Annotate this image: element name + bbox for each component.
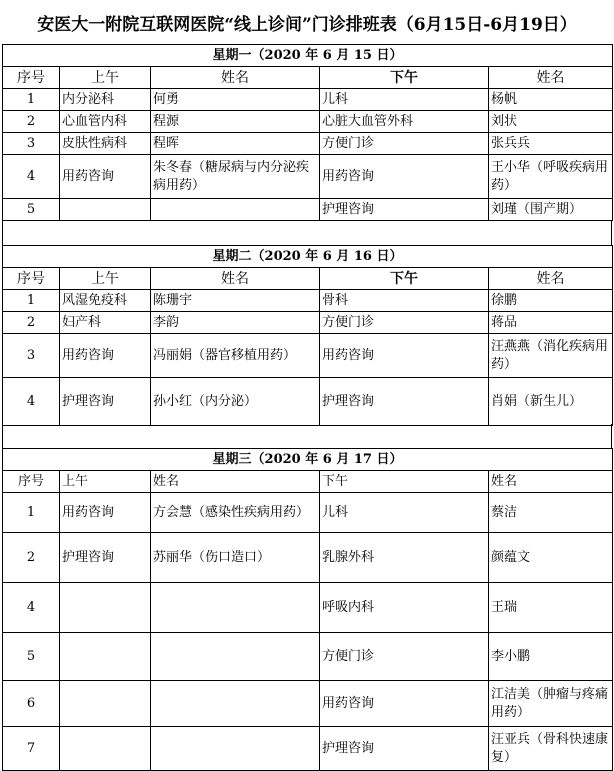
table-row: [3, 583, 613, 633]
schedule-table-day1: [2, 44, 613, 221]
pm-dept-cell: 方便门诊: [320, 312, 489, 334]
pm-name-cell: 杨帆: [489, 89, 613, 111]
schedule-table-day2: [2, 245, 613, 426]
pm-dept-cell: 方便门诊: [320, 633, 489, 681]
header-seq: 序号: [3, 67, 60, 89]
seq-cell: 7: [3, 727, 60, 771]
am-name-cell: 朱冬春（糖尿病与内分泌疾病用药）: [151, 155, 320, 199]
pm-dept-cell: 心脏大血管外科: [320, 111, 489, 133]
table-row: [3, 111, 613, 133]
seq-cell: 4: [3, 583, 60, 633]
header-pm: 下午: [320, 471, 489, 493]
seq-cell: 3: [3, 334, 60, 378]
am-name-cell: 程源: [151, 111, 320, 133]
schedule-table-day3: [2, 448, 613, 771]
am-dept-cell: 皮肤性病科: [60, 133, 151, 155]
pm-dept-cell: 护理咨询: [320, 727, 489, 771]
pm-name-cell: 徐鹏: [489, 290, 613, 312]
pm-name-cell: 颜蕴文: [489, 533, 613, 583]
seq-cell: 5: [3, 199, 60, 221]
am-dept-cell: 用药咨询: [60, 493, 151, 533]
am-name-cell: 方会慧（感染性疾病用药）: [151, 493, 320, 533]
pm-dept-cell: 儿科: [320, 493, 489, 533]
header-am-name: 姓名: [151, 268, 320, 290]
pm-dept-cell: 呼吸内科: [320, 583, 489, 633]
table-row: [3, 334, 613, 378]
seq-cell: 2: [3, 312, 60, 334]
day-heading: 星期一（2020 年 6 月 15 日）: [3, 45, 613, 67]
pm-dept-cell: 用药咨询: [320, 155, 489, 199]
am-name-cell: [151, 583, 320, 633]
section-gap: [2, 221, 612, 246]
am-name-cell: 苏丽华（伤口造口）: [151, 533, 320, 583]
am-name-cell: 孙小红（内分泌）: [151, 378, 320, 426]
table-row: [3, 290, 613, 312]
am-name-cell: [151, 681, 320, 727]
am-name-cell: 冯丽娟（器官移植用药）: [151, 334, 320, 378]
pm-name-cell: 蔡洁: [489, 493, 613, 533]
pm-name-cell: 汪亚兵（骨科快速康复）: [489, 727, 613, 771]
pm-dept-cell: 方便门诊: [320, 133, 489, 155]
pm-name-cell: 刘状: [489, 111, 613, 133]
day-heading: 星期二（2020 年 6 月 16 日）: [3, 246, 613, 268]
seq-cell: 3: [3, 133, 60, 155]
table-row: [3, 89, 613, 111]
header-am-name: 姓名: [151, 471, 320, 493]
am-dept-cell: 用药咨询: [60, 334, 151, 378]
seq-cell: 6: [3, 681, 60, 727]
am-name-cell: 何勇: [151, 89, 320, 111]
seq-cell: 5: [3, 633, 60, 681]
am-name-cell: [151, 633, 320, 681]
seq-cell: 4: [3, 378, 60, 426]
header-seq: 序号: [3, 268, 60, 290]
am-dept-cell: 风湿免疫科: [60, 290, 151, 312]
seq-cell: 1: [3, 89, 60, 111]
pm-dept-cell: 乳腺外科: [320, 533, 489, 583]
am-dept-cell: [60, 583, 151, 633]
am-name-cell: [151, 199, 320, 221]
pm-name-cell: 江洁美（肿瘤与疼痛用药）: [489, 681, 613, 727]
pm-name-cell: 王瑞: [489, 583, 613, 633]
header-pm-name: 姓名: [489, 268, 613, 290]
pm-dept-cell: 护理咨询: [320, 378, 489, 426]
table-row: [3, 312, 613, 334]
header-am: 上午: [60, 471, 151, 493]
am-dept-cell: [60, 681, 151, 727]
table-row: [3, 681, 613, 727]
pm-dept-cell: 护理咨询: [320, 199, 489, 221]
am-dept-cell: [60, 727, 151, 771]
header-am: 上午: [60, 268, 151, 290]
am-name-cell: 李韵: [151, 312, 320, 334]
table-row: [3, 493, 613, 533]
am-name-cell: 程晖: [151, 133, 320, 155]
pm-name-cell: 李小鹏: [489, 633, 613, 681]
am-dept-cell: 内分泌科: [60, 89, 151, 111]
table-row: [3, 133, 613, 155]
header-pm: 下午: [320, 67, 489, 89]
pm-dept-cell: 用药咨询: [320, 334, 489, 378]
table-row: [3, 199, 613, 221]
table-row: [3, 533, 613, 583]
am-dept-cell: 妇产科: [60, 312, 151, 334]
header-pm: 下午: [320, 268, 489, 290]
am-dept-cell: [60, 633, 151, 681]
day-heading: 星期三（2020 年 6 月 17 日）: [3, 449, 613, 471]
page-title: 安医大一附院互联网医院“线上诊间”门诊排班表（6月15日-6月19日）: [37, 14, 577, 35]
seq-cell: 2: [3, 533, 60, 583]
pm-dept-cell: 用药咨询: [320, 681, 489, 727]
pm-name-cell: 刘瑾（围产期）: [489, 199, 613, 221]
am-dept-cell: [60, 199, 151, 221]
table-row: [3, 633, 613, 681]
am-dept-cell: 护理咨询: [60, 378, 151, 426]
section-gap: [2, 424, 612, 449]
header-am: 上午: [60, 67, 151, 89]
header-am-name: 姓名: [151, 67, 320, 89]
am-dept-cell: 护理咨询: [60, 533, 151, 583]
am-name-cell: [151, 727, 320, 771]
am-dept-cell: 心血管内科: [60, 111, 151, 133]
seq-cell: 4: [3, 155, 60, 199]
header-pm-name: 姓名: [489, 67, 613, 89]
header-pm-name: 姓名: [489, 471, 613, 493]
table-row: [3, 155, 613, 199]
seq-cell: 1: [3, 290, 60, 312]
pm-name-cell: 汪燕燕（消化疾病用药）: [489, 334, 613, 378]
table-row: [3, 378, 613, 426]
am-name-cell: 陈珊宇: [151, 290, 320, 312]
table-row: [3, 727, 613, 771]
pm-dept-cell: 骨科: [320, 290, 489, 312]
pm-name-cell: 王小华（呼吸疾病用药）: [489, 155, 613, 199]
seq-cell: 1: [3, 493, 60, 533]
seq-cell: 2: [3, 111, 60, 133]
header-seq: 序号: [3, 471, 60, 493]
pm-name-cell: 肖娟（新生儿）: [489, 378, 613, 426]
pm-name-cell: 张兵兵: [489, 133, 613, 155]
pm-name-cell: 蒋品: [489, 312, 613, 334]
am-dept-cell: 用药咨询: [60, 155, 151, 199]
pm-dept-cell: 儿科: [320, 89, 489, 111]
